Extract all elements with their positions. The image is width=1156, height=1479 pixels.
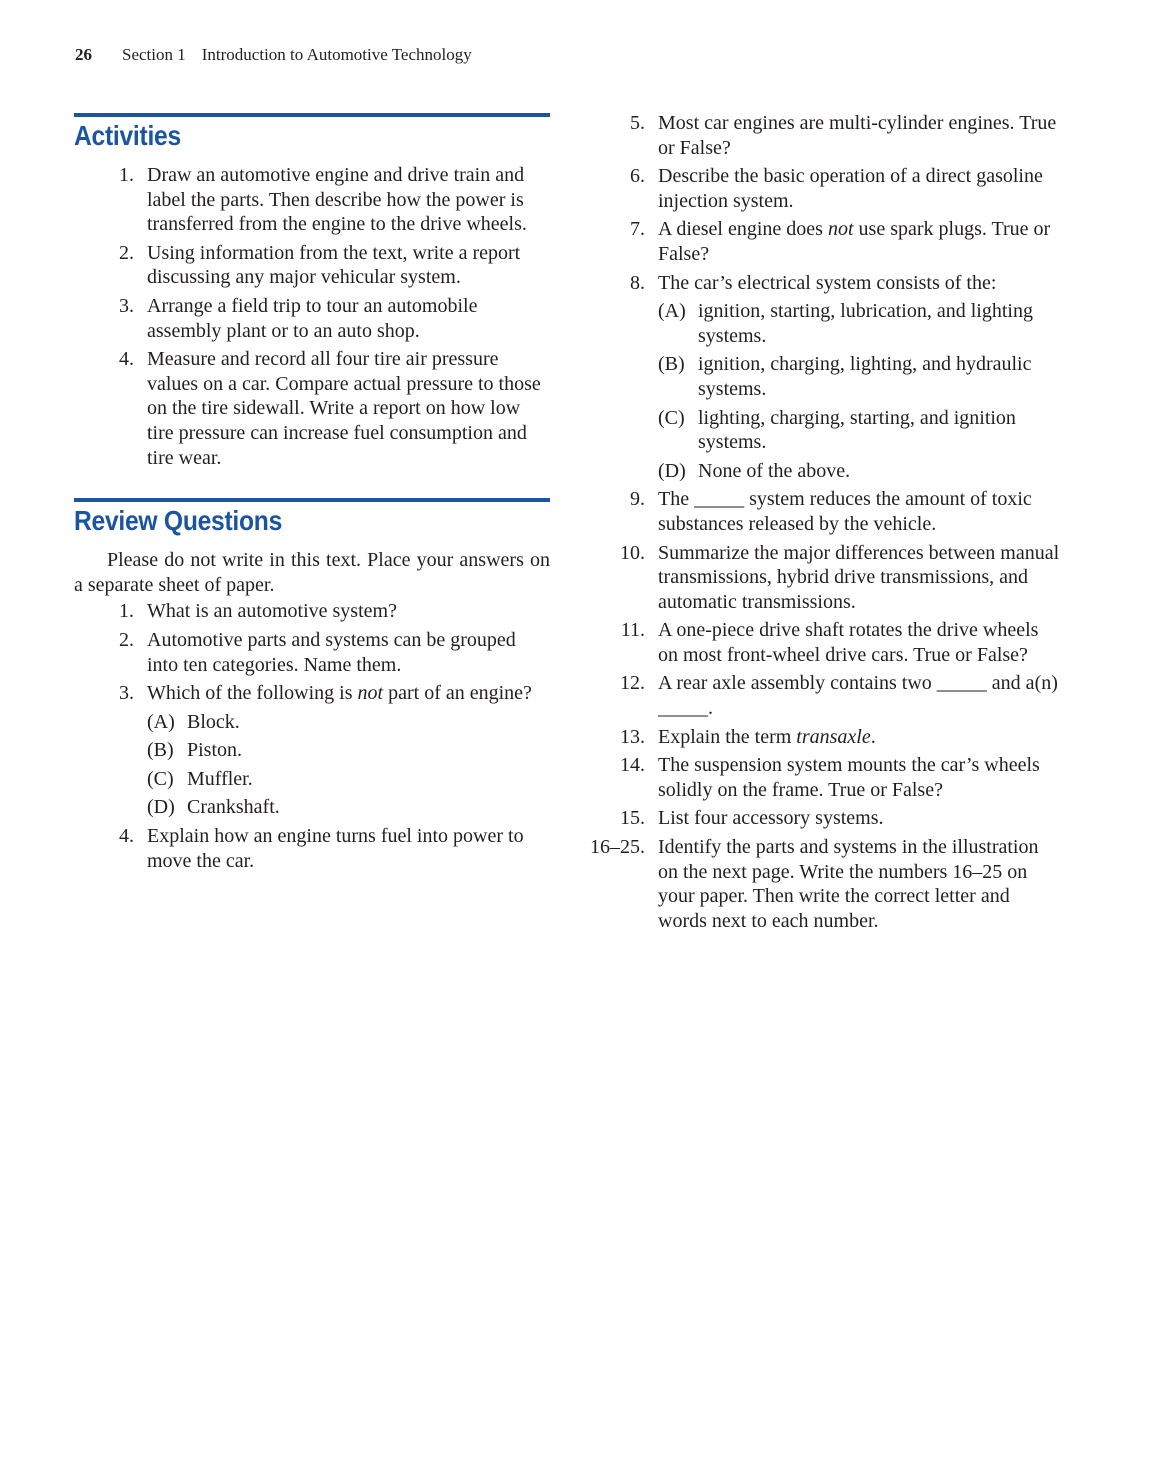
list-item bbox=[74, 347, 550, 470]
item-text bbox=[658, 111, 1061, 160]
item-text-part: List four accessory systems. bbox=[658, 807, 884, 830]
item-number: 2. bbox=[119, 628, 134, 651]
item-text bbox=[147, 163, 550, 237]
answer-option bbox=[147, 710, 550, 735]
review-intro: Please do not write in this text. Place your answers on a separate sheet of paper. bbox=[74, 549, 550, 596]
list-item bbox=[74, 628, 550, 677]
answer-option bbox=[147, 795, 550, 820]
section-label: Section 1 bbox=[122, 45, 186, 64]
section-rule bbox=[74, 498, 550, 502]
item-text-part: Draw an automotive engine and drive train and label the parts. Then describe how the power is transferred from the engine to the drive wheels. bbox=[147, 164, 527, 236]
list-item bbox=[585, 111, 1061, 160]
item-number: 9. bbox=[630, 488, 645, 511]
item-text bbox=[658, 487, 1061, 536]
item-number: 4. bbox=[119, 825, 134, 848]
list-item bbox=[585, 671, 1061, 720]
item-number: 1. bbox=[119, 600, 134, 623]
list-item bbox=[74, 599, 550, 624]
item-text bbox=[147, 681, 550, 706]
item-text bbox=[147, 294, 550, 343]
answer-option bbox=[658, 299, 1061, 348]
list-item bbox=[585, 753, 1061, 802]
list-item bbox=[585, 217, 1061, 266]
answer-option bbox=[147, 767, 550, 792]
item-number: 8. bbox=[630, 271, 645, 294]
activities-heading: Activities bbox=[74, 120, 181, 151]
item-text bbox=[147, 628, 550, 677]
item-text-emphasis: not bbox=[357, 682, 384, 705]
item-number: 15. bbox=[620, 807, 645, 830]
item-text-part: The car’s electrical system consists of the: bbox=[658, 271, 997, 294]
item-text-part: A one-piece drive shaft rotates the drive wheels on most front-wheel drive cars. True or False? bbox=[658, 619, 1039, 666]
item-text-part: Most car engines are multi-cylinder engines. True or False? bbox=[658, 112, 1057, 159]
item-text-emphasis: transaxle bbox=[796, 725, 871, 748]
list-item bbox=[585, 164, 1061, 213]
list-item bbox=[74, 294, 550, 343]
item-text-part: Describe the basic operation of a direct gasoline injection system. bbox=[658, 165, 1043, 212]
item-number: 5. bbox=[630, 112, 645, 134]
item-number: 6. bbox=[630, 165, 645, 188]
item-text bbox=[658, 217, 1061, 266]
list-item bbox=[74, 681, 550, 706]
item-text-emphasis: not bbox=[827, 218, 854, 241]
item-text-part: Explain the term bbox=[658, 725, 797, 748]
option-letter: (C) bbox=[147, 767, 174, 790]
item-text bbox=[658, 753, 1061, 802]
item-text-part: Which of the following is bbox=[147, 682, 358, 705]
activities-list bbox=[74, 163, 550, 470]
item-number: 1. bbox=[119, 164, 134, 186]
item-number: 13. bbox=[620, 725, 645, 748]
item-text bbox=[658, 164, 1061, 213]
item-text-part: Summarize the major differences between manual transmissions, hybrid drive transmissions, and automatic transmissions. bbox=[658, 541, 1060, 613]
item-text bbox=[658, 806, 1061, 831]
item-text-part: The suspension system mounts the car’s wheels solidly on the frame. True or False? bbox=[658, 754, 1040, 801]
item-text-part: What is an automotive system? bbox=[147, 600, 397, 623]
answer-option bbox=[658, 352, 1061, 401]
item-text-part: Using information from the text, write a report discussing any major vehicular system. bbox=[147, 241, 521, 289]
item-text bbox=[658, 271, 1061, 296]
item-text bbox=[658, 618, 1061, 667]
list-item bbox=[74, 241, 550, 290]
item-text-part: Automotive parts and systems can be grouped into ten categories. Name them. bbox=[147, 628, 516, 676]
item-number: 3. bbox=[119, 682, 134, 705]
item-number: 3. bbox=[119, 294, 134, 317]
list-item bbox=[585, 806, 1061, 831]
item-number: 16–25. bbox=[590, 836, 645, 859]
option-text: None of the above. bbox=[698, 459, 851, 482]
item-number: 4. bbox=[119, 348, 134, 371]
item-number: 2. bbox=[119, 241, 134, 264]
item-text-part: . bbox=[870, 725, 876, 748]
item-number: 14. bbox=[620, 754, 645, 777]
option-letter: (B) bbox=[147, 739, 174, 762]
item-number: 12. bbox=[620, 672, 645, 695]
item-text-part: part of an engine? bbox=[383, 682, 532, 705]
list-item bbox=[585, 487, 1061, 536]
review-questions-list bbox=[74, 599, 550, 873]
answer-option bbox=[658, 406, 1061, 455]
section-rule bbox=[74, 113, 550, 117]
item-text-part: Explain how an engine turns fuel into power to move the car. bbox=[147, 825, 524, 872]
item-text bbox=[658, 835, 1061, 933]
list-item bbox=[74, 824, 550, 873]
list-item bbox=[585, 725, 1061, 750]
option-text: Piston. bbox=[187, 739, 243, 762]
chapter-title: Introduction to Automotive Technology bbox=[201, 45, 472, 64]
item-text bbox=[658, 671, 1061, 720]
item-text bbox=[147, 824, 550, 873]
option-letter: (D) bbox=[147, 796, 175, 819]
option-letter: (C) bbox=[658, 406, 685, 429]
item-text bbox=[658, 725, 1061, 750]
item-text-part: A rear axle assembly contains two _____ and a(n) _____. bbox=[658, 672, 1058, 720]
item-number: 7. bbox=[630, 218, 645, 241]
item-text-part: A diesel engine does bbox=[658, 218, 828, 241]
option-text: Crankshaft. bbox=[187, 796, 280, 819]
item-number: 10. bbox=[620, 541, 645, 564]
list-item bbox=[585, 271, 1061, 296]
list-item bbox=[585, 618, 1061, 667]
item-text bbox=[147, 241, 550, 290]
item-text bbox=[147, 347, 550, 470]
item-text-part: Identify the parts and systems in the illustration on the next page. Write the numbers 16–25 on your paper. Then write the correct letter and words next to each number. bbox=[658, 836, 1039, 932]
review-questions-heading: Review Questions bbox=[74, 505, 283, 537]
list-item bbox=[585, 835, 1061, 933]
answer-option bbox=[147, 738, 550, 763]
running-header bbox=[75, 45, 472, 65]
right-column bbox=[585, 111, 1061, 937]
left-column bbox=[74, 113, 550, 877]
list-item bbox=[74, 163, 550, 237]
item-text bbox=[658, 541, 1061, 615]
item-text-part: The _____ system reduces the amount of toxic substances released by the vehicle. bbox=[658, 488, 1032, 535]
item-text-part: Measure and record all four tire air pressure values on a car. Compare actual pressure to those on the tire sidewall. Write a report on how low tire pressure can increase fuel consumption and tire wear. bbox=[147, 348, 541, 469]
item-text-part: use spark plugs. True or False? bbox=[658, 218, 1051, 265]
option-letter: (B) bbox=[658, 353, 685, 376]
review-questions-list-continued bbox=[585, 111, 1061, 933]
item-number: 11. bbox=[620, 619, 645, 642]
option-text: Block. bbox=[187, 710, 240, 733]
item-text bbox=[147, 599, 550, 624]
option-letter: (D) bbox=[658, 459, 686, 482]
option-text: ignition, starting, lubrication, and lighting systems. bbox=[698, 300, 1033, 347]
option-letter: (A) bbox=[147, 710, 175, 733]
item-text-part: Arrange a field trip to tour an automobile assembly plant or to an auto shop. bbox=[147, 294, 478, 342]
list-item bbox=[585, 541, 1061, 615]
option-letter: (A) bbox=[658, 300, 686, 323]
answer-option bbox=[658, 459, 1061, 484]
page-number: 26 bbox=[75, 45, 92, 64]
option-text: lighting, charging, starting, and ignition systems. bbox=[698, 406, 1016, 454]
option-text: Muffler. bbox=[187, 767, 253, 790]
option-text: ignition, charging, lighting, and hydraulic systems. bbox=[698, 353, 1032, 400]
